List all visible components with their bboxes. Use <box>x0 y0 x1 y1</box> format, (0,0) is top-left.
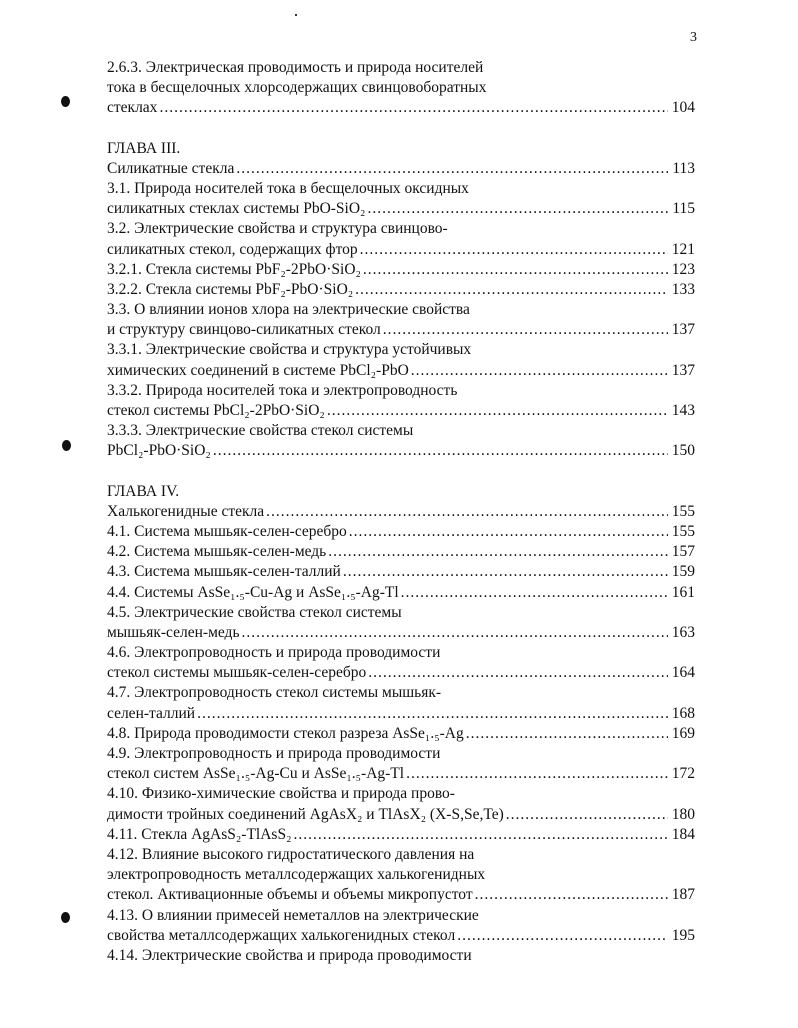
toc-entry-title: 3.2.2. Стекла системы PbF₂-PbO·SiO₂ <box>107 280 354 298</box>
toc-leader-dots <box>475 885 668 905</box>
toc-entry <box>107 865 695 885</box>
toc-entry-title: ГЛАВА IV. <box>107 482 180 500</box>
toc-entry <box>107 340 695 360</box>
toc-leader-dots <box>411 361 668 381</box>
toc-entry-title: силикатных стекол, содержащих фтор <box>107 240 358 258</box>
toc-entry <box>107 562 695 582</box>
toc-entry <box>107 724 695 744</box>
toc-entry-title: 4.5. Электрические свойства стекол системы <box>107 603 402 621</box>
toc-entry-title: селен-таллий <box>107 704 196 722</box>
toc-entry <box>107 179 695 199</box>
toc-entry <box>107 603 695 623</box>
toc-entry <box>107 139 695 159</box>
hole-punch-mark <box>61 96 70 107</box>
toc-entry <box>107 683 695 703</box>
toc-entry-title: 4.13. О влиянии примесей неметаллов на электрические <box>107 906 479 924</box>
toc-entry-title: ГЛАВА III. <box>107 139 181 157</box>
toc-entry-title: стекол. Активационные объемы и объемы микропустот <box>107 886 473 904</box>
toc-entry-page: 143 <box>671 402 695 419</box>
toc-entry <box>107 663 695 683</box>
toc-entry-page: 133 <box>671 280 695 298</box>
toc-entry-page: 115 <box>672 200 695 218</box>
toc-entry <box>107 78 695 98</box>
toc-entry-page: 184 <box>671 825 695 843</box>
toc-leader-dots <box>506 805 668 825</box>
toc-entry <box>107 906 695 926</box>
toc-entry-title: PbCl₂-PbO·SiO₂ <box>107 442 211 460</box>
toc-entry <box>107 946 695 966</box>
toc-leader-dots <box>406 764 668 784</box>
toc-entry-title: стекол систем AsSe₁.₅-Ag-Cu и AsSe₁.₅-Ag-Tl <box>107 765 405 783</box>
toc-entry-title: стекол системы мышьяк-селен-серебро <box>107 664 367 682</box>
toc-entry-title: 3.3.1. Электрические свойства и структура устойчивых <box>107 341 472 359</box>
toc-entry-title: 3.2.1. Стекла системы PbF₂-2PbO·SiO₂ <box>107 260 361 278</box>
toc-leader-dots <box>294 825 668 845</box>
toc-leader-dots <box>236 159 668 179</box>
toc-entry-page: 164 <box>671 664 695 682</box>
toc-entry-title: химических соединений в системе PbCl₂-PbO <box>107 361 409 379</box>
toc-entry-page: 187 <box>671 886 695 904</box>
toc-entry-title: Халькогенидные стекла <box>107 502 265 520</box>
toc-entry <box>107 280 695 300</box>
toc-entry-title: стеклах <box>107 99 158 117</box>
toc-entry-page: 104 <box>671 99 695 117</box>
toc-entry <box>107 219 695 239</box>
hole-punch-mark <box>62 440 71 451</box>
toc-leader-dots <box>367 199 668 219</box>
toc-leader-dots <box>266 502 668 522</box>
toc-entry-title: 4.3. Система мышьяк-селен-таллий <box>107 563 341 581</box>
toc-entry <box>107 805 695 825</box>
toc-entry <box>107 300 695 320</box>
toc-entry-title: 3.1. Природа носителей тока в бесщелочных оксидных <box>107 179 469 197</box>
toc-entry-page: 123 <box>671 260 695 278</box>
toc-entry-page: 169 <box>671 724 695 742</box>
toc-leader-dots <box>159 98 667 118</box>
toc-leader-dots <box>383 320 668 340</box>
table-of-contents <box>107 58 695 966</box>
toc-entry <box>107 744 695 764</box>
toc-entry-title: 3.3.2. Природа носителей тока и электропроводность <box>107 381 458 399</box>
toc-entry-title: электропроводность металлсодержащих халькогенидных <box>107 866 486 884</box>
toc-entry-page: 180 <box>671 805 695 823</box>
toc-entry <box>107 845 695 865</box>
toc-leader-dots <box>401 583 668 603</box>
toc-entry-title: 4.8. Природа проводимости стекол разреза AsSe₁.₅-Ag <box>107 724 464 742</box>
toc-entry <box>107 825 695 845</box>
toc-entry <box>107 58 695 78</box>
toc-entry-page: 157 <box>671 543 695 561</box>
toc-entry-title: стекол системы PbCl₂-2PbO·SiO₂ <box>107 402 325 419</box>
toc-entry <box>107 522 695 542</box>
toc-entry-page: 195 <box>671 926 695 944</box>
toc-leader-dots <box>368 663 667 683</box>
toc-entry-page: 137 <box>671 321 695 339</box>
toc-entry-page: 172 <box>671 765 695 783</box>
toc-leader-dots <box>363 260 668 280</box>
toc-entry <box>107 542 695 562</box>
toc-entry <box>107 502 695 522</box>
toc-entry-page: 159 <box>671 563 695 581</box>
toc-entry-page: 137 <box>671 361 695 379</box>
toc-entry-title: 4.9. Электропроводность и природа проводимости <box>107 745 441 762</box>
page-number: 3 <box>690 30 697 45</box>
toc-entry-page: 121 <box>671 240 695 258</box>
toc-entry <box>107 320 695 340</box>
toc-leader-dots <box>355 280 668 300</box>
toc-entry-page: 155 <box>671 502 695 520</box>
toc-entry <box>107 199 695 219</box>
toc-entry <box>107 381 695 401</box>
toc-entry <box>107 885 695 905</box>
toc-leader-dots <box>242 623 668 643</box>
toc-leader-dots <box>457 926 668 946</box>
toc-entry-title: 3.3.3. Электрические свойства стекол системы <box>107 422 414 440</box>
toc-leader-dots <box>360 240 668 260</box>
toc-entry <box>107 704 695 724</box>
toc-entry-title: и структуру свинцово-силикатных стекол <box>107 321 381 339</box>
toc-entry <box>107 926 695 946</box>
toc-entry-title: силикатных стеклах системы PbO-SiO₂ <box>107 200 366 218</box>
toc-entry-page: 150 <box>671 442 695 460</box>
toc-entry-page: 168 <box>671 704 695 722</box>
toc-entry-title: 2.6.3. Электрическая проводимость и природа носителей <box>107 59 484 76</box>
toc-entry <box>107 764 695 784</box>
toc-entry <box>107 623 695 643</box>
toc-entry <box>107 784 695 804</box>
toc-entry-page: 163 <box>671 623 695 641</box>
toc-leader-dots <box>197 704 668 724</box>
toc-leader-dots <box>327 401 668 421</box>
toc-leader-dots <box>343 562 668 582</box>
toc-entry <box>107 421 695 441</box>
toc-entry <box>107 240 695 260</box>
toc-entry-title: 3.3. О влиянии ионов хлора на электрические свойства <box>107 301 470 319</box>
toc-entry-title: 4.6. Электропроводность и природа проводимости <box>107 644 441 662</box>
toc-entry-title: 4.14. Электрические свойства и природа проводимости <box>107 946 472 964</box>
toc-leader-dots <box>328 542 667 562</box>
toc-entry-title: 4.1. Система мышьяк-селен-серебро <box>107 522 347 540</box>
toc-entry-page: 155 <box>671 522 695 540</box>
toc-entry-title: свойства металлсодержащих халькогенидных стекол <box>107 926 456 944</box>
toc-entry-title: 4.11. Стекла AgAsS₂-TlAsS₂ <box>107 825 292 843</box>
toc-entry-title: димости тройных соединений AgAsX₂ и TlAsX₂ (X-S,Se,Te) <box>107 805 504 823</box>
toc-leader-dots <box>349 522 668 542</box>
toc-entry-title: 4.7. Электропроводность стекол системы мышьяк- <box>107 684 442 702</box>
toc-entry-title: тока в бесщелочных хлорсодержащих свинцовоборатных <box>107 79 487 97</box>
toc-entry-title: 4.2. Система мышьяк-селен-медь <box>107 543 327 561</box>
toc-entry <box>107 482 695 502</box>
toc-leader-dots <box>466 724 668 744</box>
toc-entry <box>107 98 695 118</box>
toc-entry-title: 3.2. Электрические свойства и структура свинцово- <box>107 220 448 238</box>
toc-entry-title: 4.10. Физико-химические свойства и природа прово- <box>107 785 455 803</box>
toc-entry-title: Силикатные стекла <box>107 159 235 177</box>
toc-entry-page: 113 <box>672 159 695 177</box>
toc-entry-title: 4.12. Влияние высокого гидростатического давления на <box>107 845 475 863</box>
toc-entry <box>107 260 695 280</box>
toc-entry <box>107 643 695 663</box>
toc-entry <box>107 441 695 461</box>
toc-entry-page: 161 <box>671 583 695 601</box>
toc-leader-dots <box>213 441 668 461</box>
scan-speck <box>295 14 297 16</box>
toc-entry-title: 4.4. Системы AsSe₁.₅-Cu-Ag и AsSe₁.₅-Ag-Tl <box>107 583 399 601</box>
toc-entry <box>107 401 695 421</box>
toc-entry <box>107 583 695 603</box>
toc-entry-title: мышьяк-селен-медь <box>107 623 240 641</box>
toc-entry <box>107 159 695 179</box>
toc-entry <box>107 361 695 381</box>
hole-punch-mark <box>61 912 70 923</box>
